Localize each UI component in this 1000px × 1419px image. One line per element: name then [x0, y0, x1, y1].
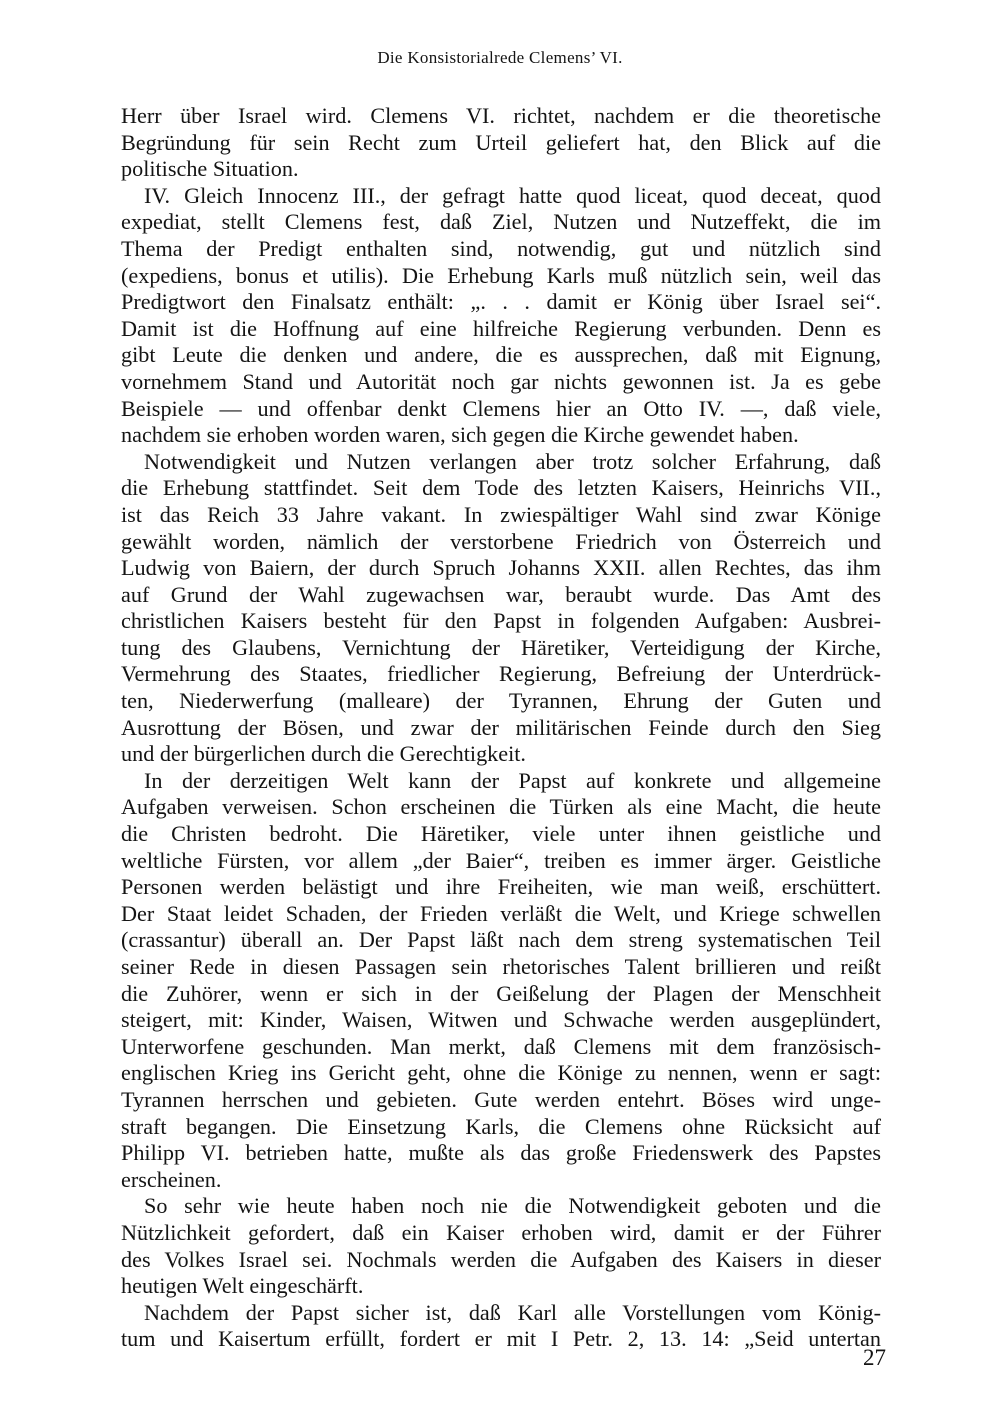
- paragraph-5: [121, 1193, 881, 1299]
- text-line: englischen Krieg ins Gericht geht, ohne die Könige zu nennen, wenn er sagt:: [121, 1060, 881, 1086]
- text-line: straft begangen. Die Einsetzung Karls, die Clemens ohne Rücksicht auf: [121, 1113, 881, 1139]
- text-line: die Zuhörer, wenn er sich in der Geißelung der Plagen der Menschheit: [121, 980, 881, 1006]
- body-text: [121, 103, 881, 1353]
- text-line: Ludwig von Baiern, der durch Spruch Johanns XXII. allen Rechtes, das ihm: [121, 555, 881, 581]
- paragraph-3: [121, 449, 881, 768]
- text-line: Aufgaben verweisen. Schon erscheinen die Türken als eine Macht, die heute: [121, 794, 881, 820]
- text-line: politische Situation.: [121, 156, 299, 182]
- text-line: Damit ist die Hoffnung auf eine hilfreiche Regierung verbunden. Denn es: [121, 315, 881, 341]
- text-line: Unterworfene geschunden. Man merkt, daß Clemens mit dem französisch-: [121, 1033, 881, 1059]
- text-line: des Volkes Israel sei. Nochmals werden die Aufgaben des Kaisers in dieser: [121, 1246, 881, 1272]
- text-line: seiner Rede in diesen Passagen sein rhetorisches Talent brillieren und reißt: [121, 954, 881, 979]
- text-line: Begründung für sein Recht zum Urteil geliefert hat, den Blick auf die: [121, 129, 881, 155]
- text-line: steigert, mit: Kinder, Waisen, Witwen und Schwache werden ausgeplündert,: [121, 1007, 881, 1033]
- text-line: In der derzeitigen Welt kann der Papst auf konkrete und allgemeine: [144, 767, 881, 793]
- text-line: nachdem sie erhoben worden waren, sich gegen die Kirche gewendet haben.: [121, 422, 799, 448]
- text-line: tum und Kaisertum erfüllt, fordert er mit I Petr. 2, 13. 14: „Seid untertan: [121, 1326, 881, 1352]
- text-line: Herr über Israel wird. Clemens VI. richtet, nachdem er die theoretische: [121, 103, 881, 128]
- text-line: weltliche Fürsten, vor allem „der Baier“, treiben es immer ärger. Geistliche: [121, 847, 881, 873]
- text-line: Philipp VI. betrieben hatte, mußte als das große Friedenswerk des Papstes: [121, 1140, 881, 1166]
- paragraph-4: [121, 768, 881, 1194]
- text-line: ten, Niederwerfung (malleare) der Tyrannen, Ehrung der Guten und: [121, 688, 881, 714]
- text-line: heutigen Welt eingeschärft.: [121, 1273, 364, 1299]
- paragraph-1: [121, 103, 881, 183]
- text-line: tung des Glaubens, Vernichtung der Häretiker, Verteidigung der Kirche,: [121, 634, 881, 660]
- text-line: Beispiele — und offenbar denkt Clemens hier an Otto IV. —, daß viele,: [121, 395, 881, 421]
- text-line: Nützlichkeit gefordert, daß ein Kaiser erhoben wird, damit er der Führer: [121, 1219, 881, 1245]
- text-line: Thema der Predigt enthalten sind, notwendig, gut und nützlich sind: [121, 235, 881, 261]
- text-line: Predigtwort den Finalsatz enthält: „. . . damit er König über Israel sei“.: [121, 289, 881, 315]
- text-line: Ausrottung der Bösen, und zwar der militärischen Feinde durch den Sieg: [121, 714, 881, 740]
- text-line: Personen werden belästigt und ihre Freiheiten, wie man weiß, erschüttert.: [121, 874, 881, 900]
- text-line: gewählt worden, nämlich der verstorbene Friedrich von Österreich und: [121, 528, 881, 554]
- text-line: erscheinen.: [121, 1166, 222, 1192]
- text-line: christlichen Kaisers besteht für den Papst in folgenden Aufgaben: Ausbrei-: [121, 608, 881, 634]
- text-line: Der Staat leidet Schaden, der Frieden verläßt die Welt, und Kriege schwellen: [121, 900, 881, 926]
- text-line: die Erhebung stattfindet. Seit dem Tode des letzten Kaisers, Heinrichs VII.,: [121, 475, 881, 501]
- page-number: 27: [863, 1345, 886, 1370]
- text-line: Notwendigkeit und Nutzen verlangen aber trotz solcher Erfahrung, daß: [144, 448, 881, 474]
- running-head: Die Konsistorialrede Clemens’ VI.: [377, 48, 623, 67]
- paragraph-2: [121, 183, 881, 449]
- paragraph-6: [121, 1300, 881, 1353]
- text-line: (crassantur) überall an. Der Papst läßt nach dem streng systematischen Teil: [121, 927, 881, 953]
- text-line: ist das Reich 33 Jahre vakant. In zwiespältiger Wahl sind zwar Könige: [121, 501, 881, 527]
- text-line: expediat, stellt Clemens fest, daß Ziel, Nutzen und Nutzeffekt, die im: [121, 209, 881, 235]
- text-line: Vermehrung des Staates, friedlicher Regierung, Befreiung der Unterdrück-: [121, 661, 881, 687]
- text-line: und der bürgerlichen durch die Gerechtigkeit.: [121, 741, 526, 767]
- text-line: auf Grund der Wahl zugewachsen war, beraubt wurde. Das Amt des: [121, 581, 881, 607]
- text-line: (expediens, bonus et utilis). Die Erhebung Karls muß nützlich sein, weil das: [121, 262, 881, 288]
- text-line: So sehr wie heute haben noch nie die Notwendigkeit geboten und die: [144, 1193, 881, 1219]
- text-line: IV. Gleich Innocenz III., der gefragt hatte quod liceat, quod deceat, quod: [144, 182, 881, 208]
- text-line: vornehmem Stand und Autorität noch gar nichts gewonnen ist. Ja es gebe: [121, 368, 881, 394]
- text-line: gibt Leute die denken und andere, die es aussprechen, daß mit Eignung,: [121, 342, 881, 368]
- text-line: Nachdem der Papst sicher ist, daß Karl alle Vorstellungen vom König-: [144, 1299, 881, 1325]
- text-line: die Christen bedroht. Die Häretiker, viele unter ihnen geistliche und: [121, 821, 881, 847]
- text-line: Tyrannen herrschen und gebieten. Gute werden entehrt. Böses wird unge-: [121, 1086, 881, 1112]
